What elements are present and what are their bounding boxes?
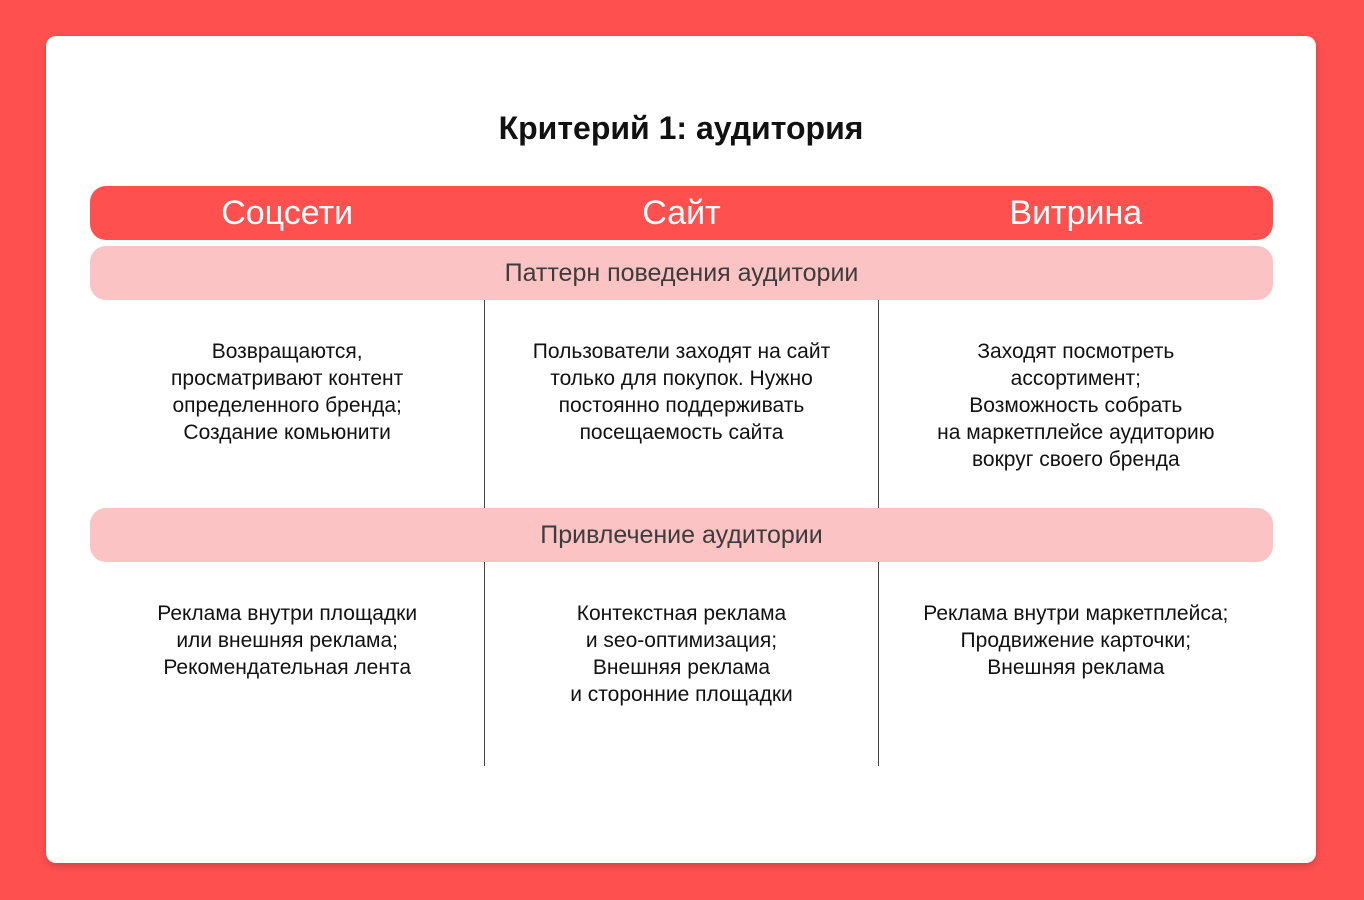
cell-line: Реклама внутри площадки: [157, 602, 418, 625]
column-header-website: Сайт: [642, 194, 721, 232]
columns-header-bar: [90, 186, 1273, 240]
cell-line: только для покупок. Нужно: [550, 367, 813, 390]
cell-line: Рекомендательная лента: [163, 656, 411, 679]
column-divider: [878, 300, 879, 508]
cell-line: посещаемость сайта: [579, 421, 784, 444]
cell-line: просматривают контент: [171, 367, 404, 390]
section-bar-behavior: Паттерн поведения аудитории: [90, 246, 1273, 300]
cell-line: Возвращаются,: [211, 340, 363, 363]
cell-acquisition-website: [484, 562, 878, 766]
cell-behavior-website: [484, 300, 878, 508]
cell-line: Внешняя реклама: [592, 656, 771, 679]
cell-line: Контекстная реклама: [576, 602, 787, 625]
column-divider: [484, 300, 485, 508]
column-header-socials: Соцсети: [221, 194, 354, 232]
cell-acquisition-storefront: [879, 562, 1273, 766]
section-row-acquisition: [90, 562, 1273, 766]
cell-line: постоянно поддерживать: [558, 394, 805, 417]
cell-line: и seo-оптимизация;: [585, 629, 778, 652]
cell-acquisition-socials: [90, 562, 484, 766]
cell-line: Пользователи заходят на сайт: [532, 340, 831, 363]
column-divider: [484, 562, 485, 766]
column-header-storefront: Витрина: [1009, 194, 1143, 232]
section-row-behavior: [90, 300, 1273, 508]
cell-line: на маркетплейсе аудиторию: [937, 421, 1215, 444]
cell-line: Заходят посмотреть: [977, 340, 1175, 363]
cell-line: и сторонние площадки: [570, 683, 793, 706]
cell-line: или внешняя реклама;: [176, 629, 398, 652]
cell-line: Продвижение карточки;: [960, 629, 1192, 652]
column-divider: [878, 562, 879, 766]
cell-behavior-storefront: [879, 300, 1273, 508]
cell-line: Реклама внутри маркетплейса;: [923, 602, 1229, 625]
cell-line: Создание комьюнити: [183, 421, 391, 444]
section-bar-acquisition: Привлечение аудитории: [90, 508, 1273, 562]
cell-line: Возможность собрать: [969, 394, 1183, 417]
page-title: Критерий 1: аудитория: [498, 110, 864, 146]
cell-behavior-socials: [90, 300, 484, 508]
cell-line: определенного бренда;: [172, 394, 402, 417]
criteria-card: [46, 36, 1316, 863]
cell-line: Внешняя реклама: [987, 656, 1165, 679]
cell-line: вокруг своего бренда: [972, 448, 1180, 471]
cell-line: ассортимент;: [1010, 367, 1141, 390]
